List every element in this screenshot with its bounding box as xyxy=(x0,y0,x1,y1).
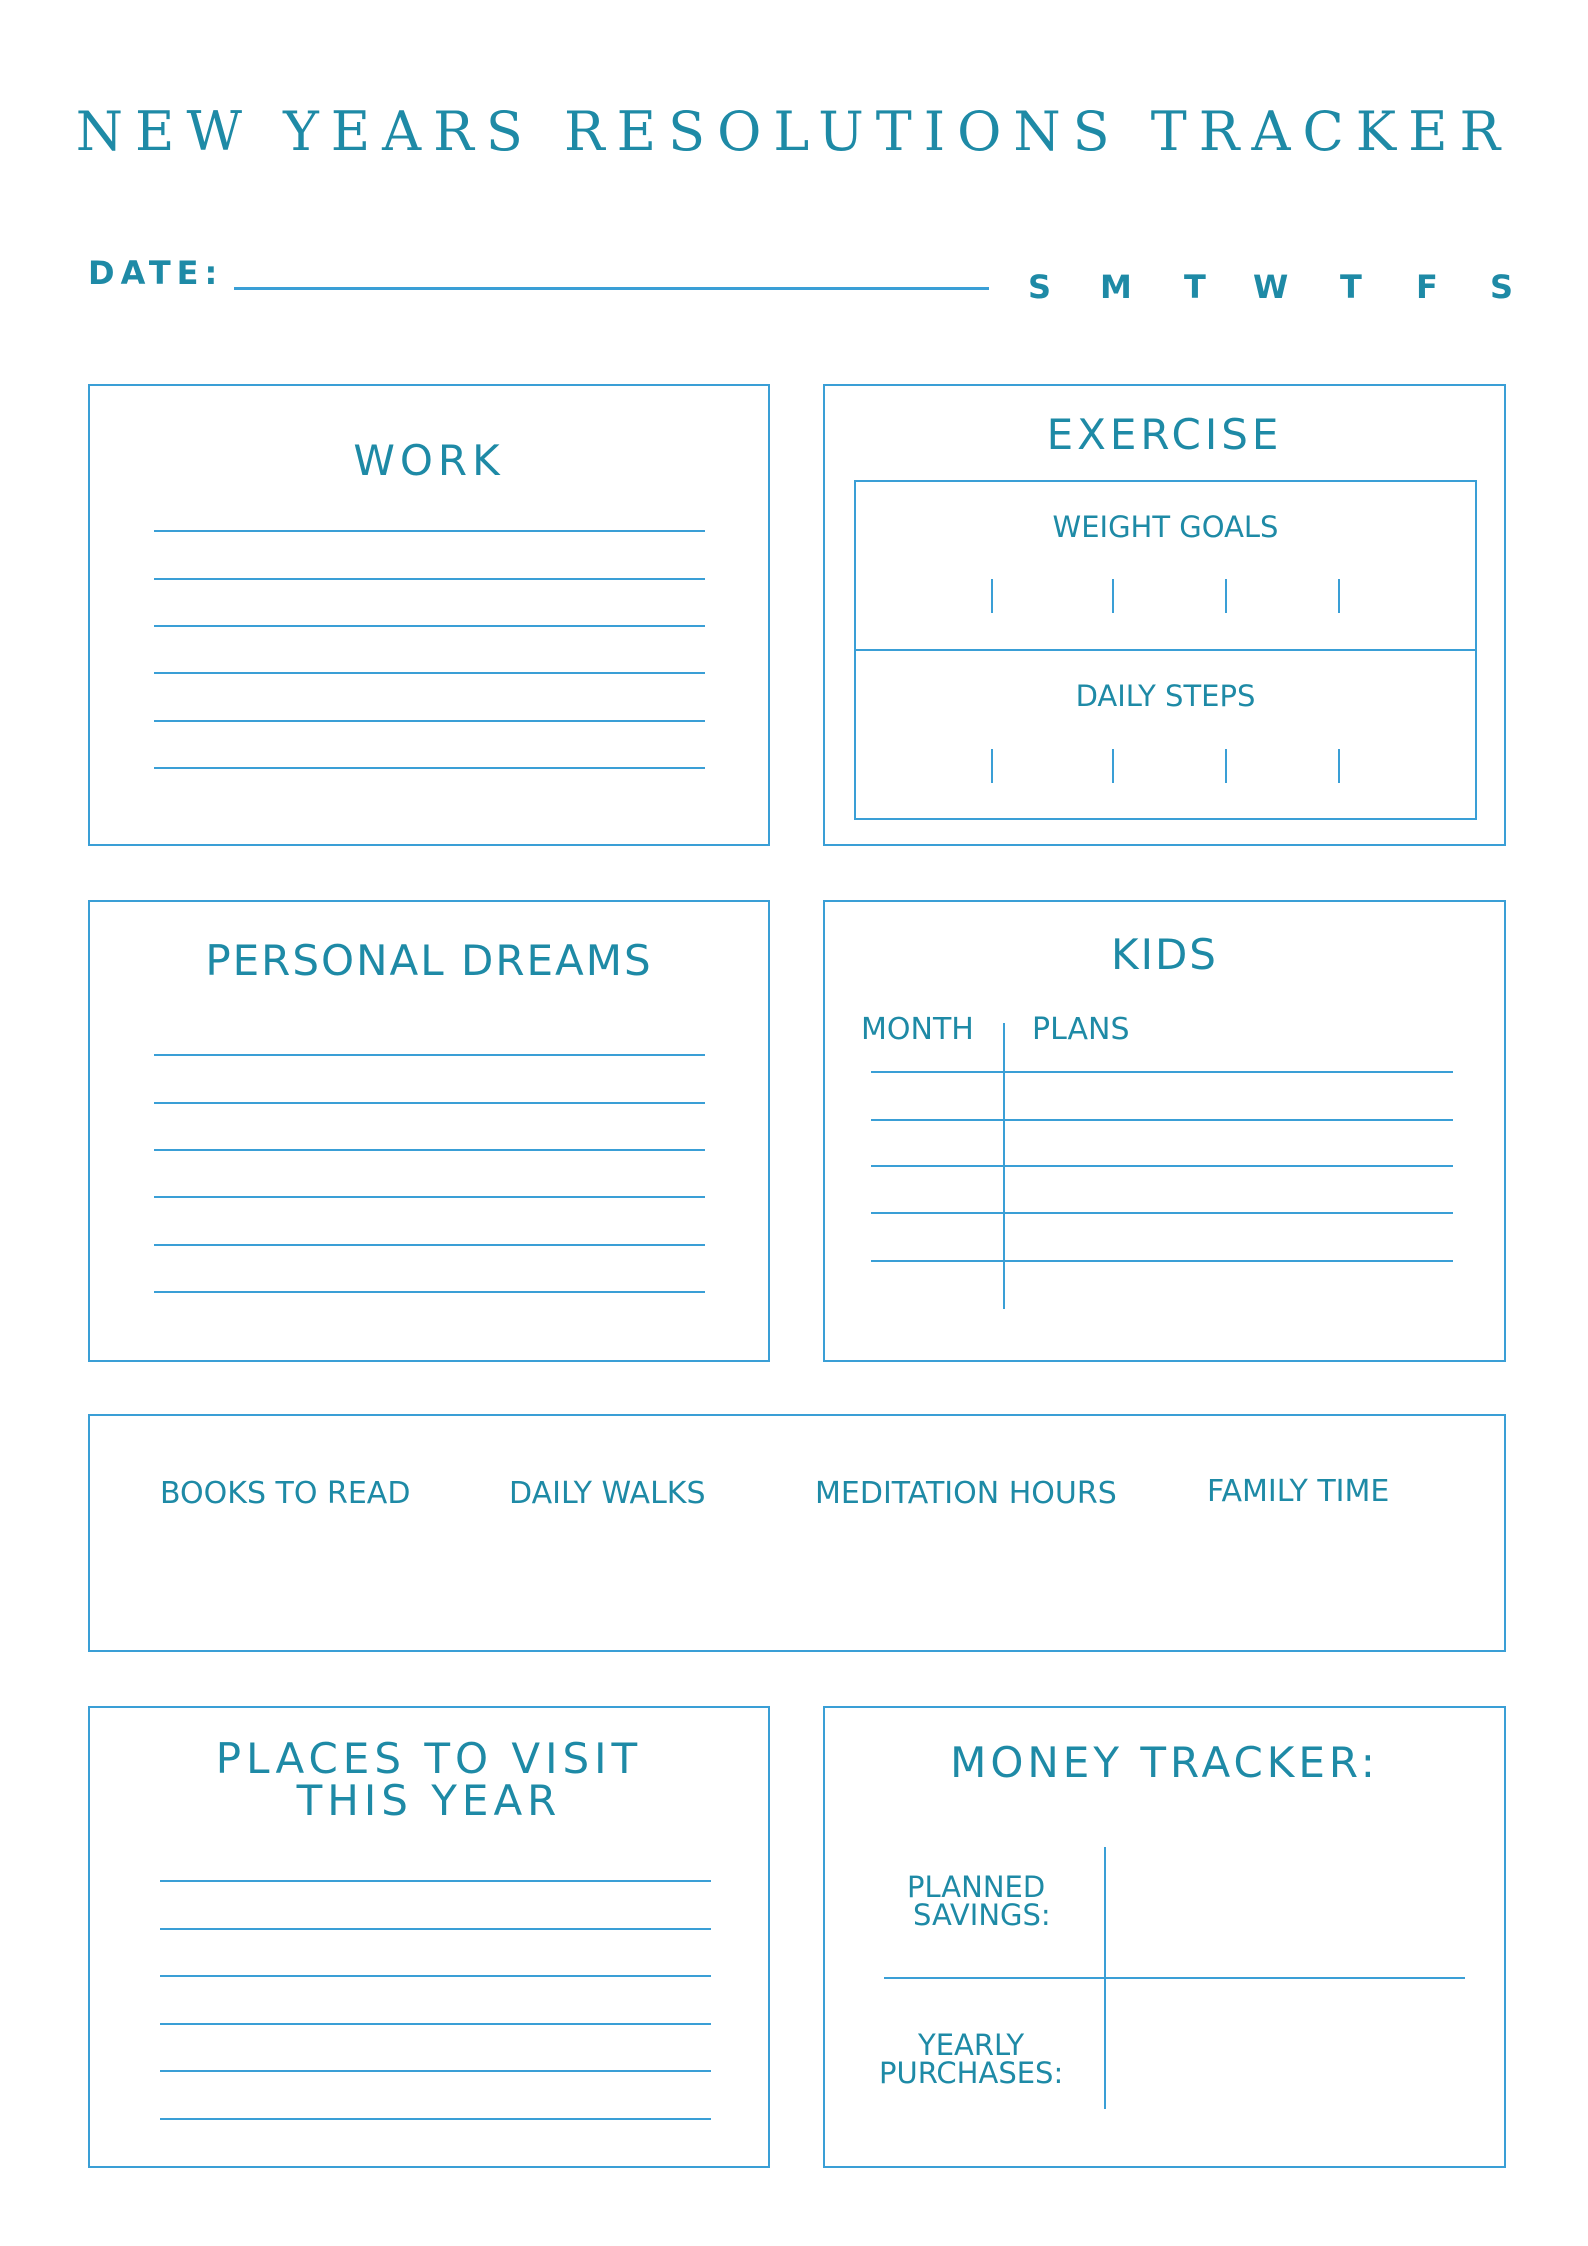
personal-dreams-heading: PERSONAL DREAMS xyxy=(205,936,653,985)
personal-dreams-section xyxy=(88,900,770,1362)
places-heading-line1: PLACES TO VISIT xyxy=(215,1734,643,1783)
work-section xyxy=(88,384,770,846)
habit-daily-walks: DAILY WALKS xyxy=(509,1476,706,1511)
kids-row-line[interactable] xyxy=(871,1260,1453,1262)
money-tracker-section xyxy=(823,1706,1506,2168)
places-line[interactable] xyxy=(160,1928,711,1930)
money-row-divider xyxy=(884,1977,1465,1979)
places-heading-line2: THIS YEAR xyxy=(296,1776,562,1825)
habit-meditation-hours: MEDITATION HOURS xyxy=(815,1476,1117,1511)
planned-savings-label-line2: SAVINGS: xyxy=(913,1898,1051,1932)
kids-section xyxy=(823,900,1506,1362)
yearly-purchases-label-line1: YEARLY xyxy=(918,2028,1025,2062)
work-line[interactable] xyxy=(154,578,705,580)
kids-row-line[interactable] xyxy=(871,1212,1453,1214)
dreams-line[interactable] xyxy=(154,1102,705,1104)
habit-books-to-read: BOOKS TO READ xyxy=(160,1476,411,1511)
exercise-divider xyxy=(856,649,1475,651)
weight-goals-tick xyxy=(1112,579,1114,613)
daily-steps-tick xyxy=(1338,749,1340,783)
daily-steps-tick xyxy=(1225,749,1227,783)
weight-goals-tick xyxy=(1225,579,1227,613)
day-thursday[interactable]: T xyxy=(1340,268,1362,306)
work-heading: WORK xyxy=(353,436,505,485)
places-line[interactable] xyxy=(160,1880,711,1882)
exercise-heading: EXERCISE xyxy=(1046,410,1283,459)
work-line[interactable] xyxy=(154,720,705,722)
habit-family-time: FAMILY TIME xyxy=(1207,1474,1390,1509)
places-section xyxy=(88,1706,770,2168)
date-field-line[interactable] xyxy=(234,287,989,290)
kids-row-line[interactable] xyxy=(871,1165,1453,1167)
weight-goals-tick xyxy=(1338,579,1340,613)
places-line[interactable] xyxy=(160,2118,711,2120)
dreams-line[interactable] xyxy=(154,1244,705,1246)
kids-col-plans: PLANS xyxy=(1032,1012,1130,1047)
yearly-purchases-label-line2: PURCHASES: xyxy=(879,2056,1064,2090)
day-friday[interactable]: F xyxy=(1416,268,1438,306)
page-title: NEW YEARS RESOLUTIONS TRACKER xyxy=(75,100,1513,163)
dreams-line[interactable] xyxy=(154,1291,705,1293)
dreams-line[interactable] xyxy=(154,1054,705,1056)
places-line[interactable] xyxy=(160,1975,711,1977)
day-wednesday[interactable]: W xyxy=(1253,268,1289,306)
day-tuesday[interactable]: T xyxy=(1184,268,1206,306)
planned-savings-label-line1: PLANNED xyxy=(907,1870,1046,1904)
money-tracker-heading: MONEY TRACKER: xyxy=(950,1738,1379,1787)
work-line[interactable] xyxy=(154,530,705,532)
exercise-inner-table xyxy=(854,480,1477,820)
places-line[interactable] xyxy=(160,2023,711,2025)
day-sunday[interactable]: S xyxy=(1028,268,1052,306)
places-line[interactable] xyxy=(160,2070,711,2072)
work-line[interactable] xyxy=(154,625,705,627)
work-line[interactable] xyxy=(154,767,705,769)
kids-row-line[interactable] xyxy=(871,1119,1453,1121)
exercise-section xyxy=(823,384,1506,846)
kids-col-month: MONTH xyxy=(861,1012,974,1047)
daily-steps-label: DAILY STEPS xyxy=(1075,679,1256,713)
kids-row-line[interactable] xyxy=(871,1071,1453,1073)
work-line[interactable] xyxy=(154,672,705,674)
daily-steps-tick xyxy=(991,749,993,783)
dreams-line[interactable] xyxy=(154,1149,705,1151)
day-monday[interactable]: M xyxy=(1100,268,1132,306)
habits-section xyxy=(88,1414,1506,1652)
daily-steps-tick xyxy=(1112,749,1114,783)
day-saturday[interactable]: S xyxy=(1490,268,1514,306)
dreams-line[interactable] xyxy=(154,1196,705,1198)
date-label: DATE: xyxy=(88,254,224,292)
kids-heading: KIDS xyxy=(1111,930,1218,979)
weight-goals-tick xyxy=(991,579,993,613)
weight-goals-label: WEIGHT GOALS xyxy=(1052,510,1279,544)
